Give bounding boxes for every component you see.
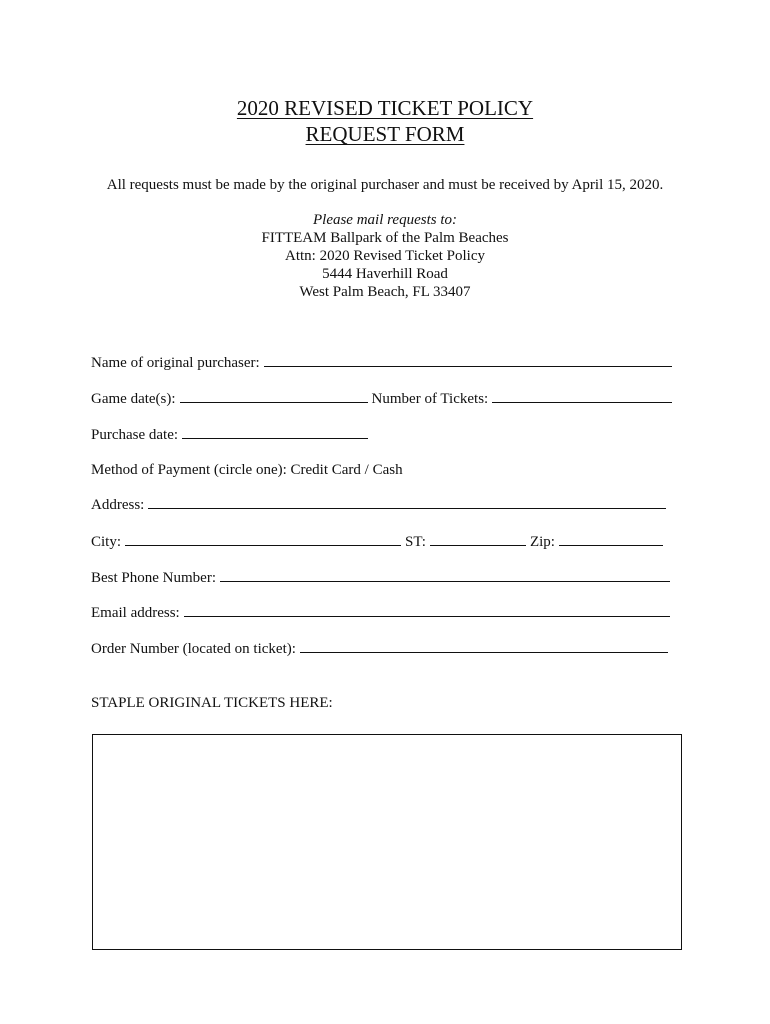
order-number-field[interactable] (300, 640, 668, 653)
game-dates-row (91, 390, 676, 408)
purchaser-row (91, 354, 676, 372)
email-row (91, 604, 674, 622)
city-field[interactable] (125, 533, 401, 546)
purchaser-field[interactable] (264, 354, 672, 367)
email-label: Email address: (91, 605, 180, 621)
mail-intro: Please mail requests to: (312, 212, 457, 228)
zip-field[interactable] (559, 533, 663, 546)
tickets-field[interactable] (492, 390, 672, 403)
purchaser-label: Name of original purchaser: (91, 355, 260, 371)
title-text-1: 2020 REVISED TICKET POLICY (236, 96, 534, 120)
purchase-date-row (91, 426, 372, 444)
payment-method-row (91, 461, 403, 479)
title-text-2: REQUEST FORM (305, 122, 465, 146)
ticket-staple-box (92, 734, 682, 950)
mail-address-line2: Attn: 2020 Revised Ticket Policy (284, 248, 485, 264)
phone-label: Best Phone Number: (91, 570, 216, 586)
phone-field[interactable] (220, 569, 670, 582)
state-field[interactable] (430, 533, 526, 546)
purchase-date-label: Purchase date: (91, 427, 179, 443)
order-number-label: Order Number (located on ticket): (91, 641, 296, 657)
city-label: City: (91, 534, 122, 550)
order-number-row (91, 640, 672, 658)
state-label: ST: (405, 534, 426, 550)
payment-method-label[interactable]: Method of Payment (circle one): Credit Card / Cash (91, 462, 403, 478)
address-label: Address: (91, 497, 145, 513)
mail-address-line4: West Palm Beach, FL 33407 (299, 284, 471, 300)
staple-label: STAPLE ORIGINAL TICKETS HERE: (91, 695, 333, 711)
phone-row (91, 569, 674, 587)
purchase-date-field[interactable] (182, 426, 368, 439)
form-title-line2 (0, 122, 770, 146)
game-dates-label: Game date(s): (91, 391, 176, 407)
tickets-label: Number of Tickets: (371, 391, 489, 407)
address-row (91, 496, 670, 514)
email-field[interactable] (184, 604, 670, 617)
mail-address-line3: 5444 Haverhill Road (322, 266, 448, 282)
form-title-line1 (0, 96, 770, 120)
game-dates-field[interactable] (180, 390, 368, 403)
zip-label: Zip: (529, 534, 555, 550)
city-state-zip-row (91, 533, 667, 551)
deadline-notice: All requests must be made by the original purchaser and must be received by April 15, 2020. (106, 177, 664, 193)
mail-address-line1: FITTEAM Ballpark of the Palm Beaches (261, 230, 509, 246)
address-field[interactable] (148, 496, 666, 509)
staple-instruction (91, 694, 333, 712)
